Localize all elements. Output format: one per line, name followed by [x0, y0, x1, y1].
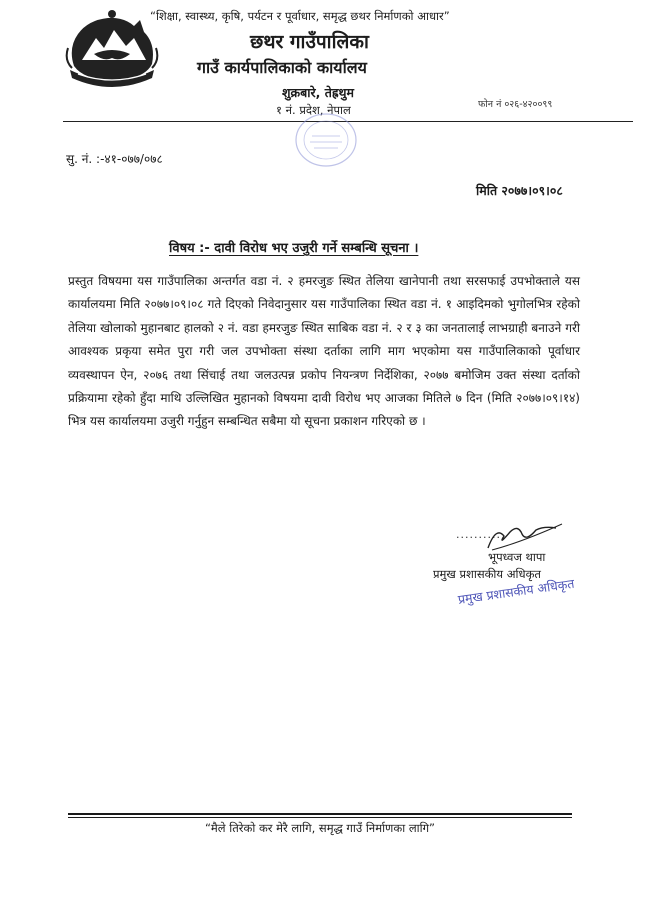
letter-subject: विषय :- दावी विरोध भए उजुरी गर्ने सम्बन्धि सूचना ।: [169, 241, 419, 256]
footer-divider-thin: [68, 817, 572, 818]
letter-date: मिति २०७७।०९।०८: [476, 183, 563, 198]
reference-number: सु. नं. :-४१-०७७/०७८: [66, 152, 163, 166]
municipality-title: छथर गाउँपालिका: [250, 31, 369, 53]
signatory-designation: प्रमुख प्रशासकीय अधिकृत: [433, 567, 541, 581]
address-line-2: १ नं. प्रदेश, नेपाल: [276, 103, 351, 117]
phone-number: फोन नं ०२६-४२००९९: [478, 99, 553, 110]
signature-line: ..........: [456, 528, 501, 541]
signatory-name: भूपध्वज थापा: [488, 550, 546, 564]
office-name: गाउँ कार्यपालिकाको कार्यालय: [197, 58, 367, 77]
address-line-1: शुक्रबारे, तेह्रथुम: [282, 85, 354, 100]
nepal-emblem-icon: [64, 8, 160, 90]
designation-stamp: प्रमुख प्रशासकीय अधिकृत: [456, 575, 576, 607]
office-stamp-icon: [290, 110, 362, 170]
footer-divider: [68, 813, 572, 815]
top-motto: “शिक्षा, स्वास्थ्य, कृषि, पर्यटन र पूर्वाधार, समृद्ध छथर निर्माणको आधार”: [150, 9, 450, 23]
letter-body: प्रस्तुत विषयमा यस गाउँपालिका अन्तर्गत वडा नं. २ हमरजुङ स्थित तेलिया खानेपानी तथा सरसफाई उपभोक्ताले यस कार्यालयमा मिति २०७७।०९।०८ गते दिएको निवेदानुसार यस गाउँपालिका स्थित वडा नं. १ आइदिमको भुगोलभित्र रहेको तेलिया खोलाको मुहानबाट हालको २ नं. वडा हमरजुङ स्थित साबिक वडा नं. २ र ३ का जनतालाई लाभग्राही बनाउने गरी आवश्यक प्रकृया समेत पुरा गरी जल उपभोक्ता संस्था दर्ताका लागि माग भएकोमा यस गाउँपालिकाको पूर्वाधार व्यवस्थापन ऐन, २०७६ तथा सिंचाई तथा जलउत्पन्न प्रकोप नियन्त्रण निर्देशिका, २०७७ बमोजिम उक्त संस्था दर्ताको प्रक्रियामा रहेको हुँदा माथि उल्लिखित मुहानको विषयमा दावी विरोध भए आजका मितिले ७ दिन (मिति २०७७।०९।१४) भित्र यस कार्यालयमा उजुरी गर्नुहुन सम्बन्धित सबैमा यो सूचना प्रकाशन गरिएको छ ।: [68, 274, 580, 429]
footer-motto: “मैले तिरेको कर मेरै लागि, समृद्ध गाउँ निर्माणका लागि”: [204, 821, 436, 835]
